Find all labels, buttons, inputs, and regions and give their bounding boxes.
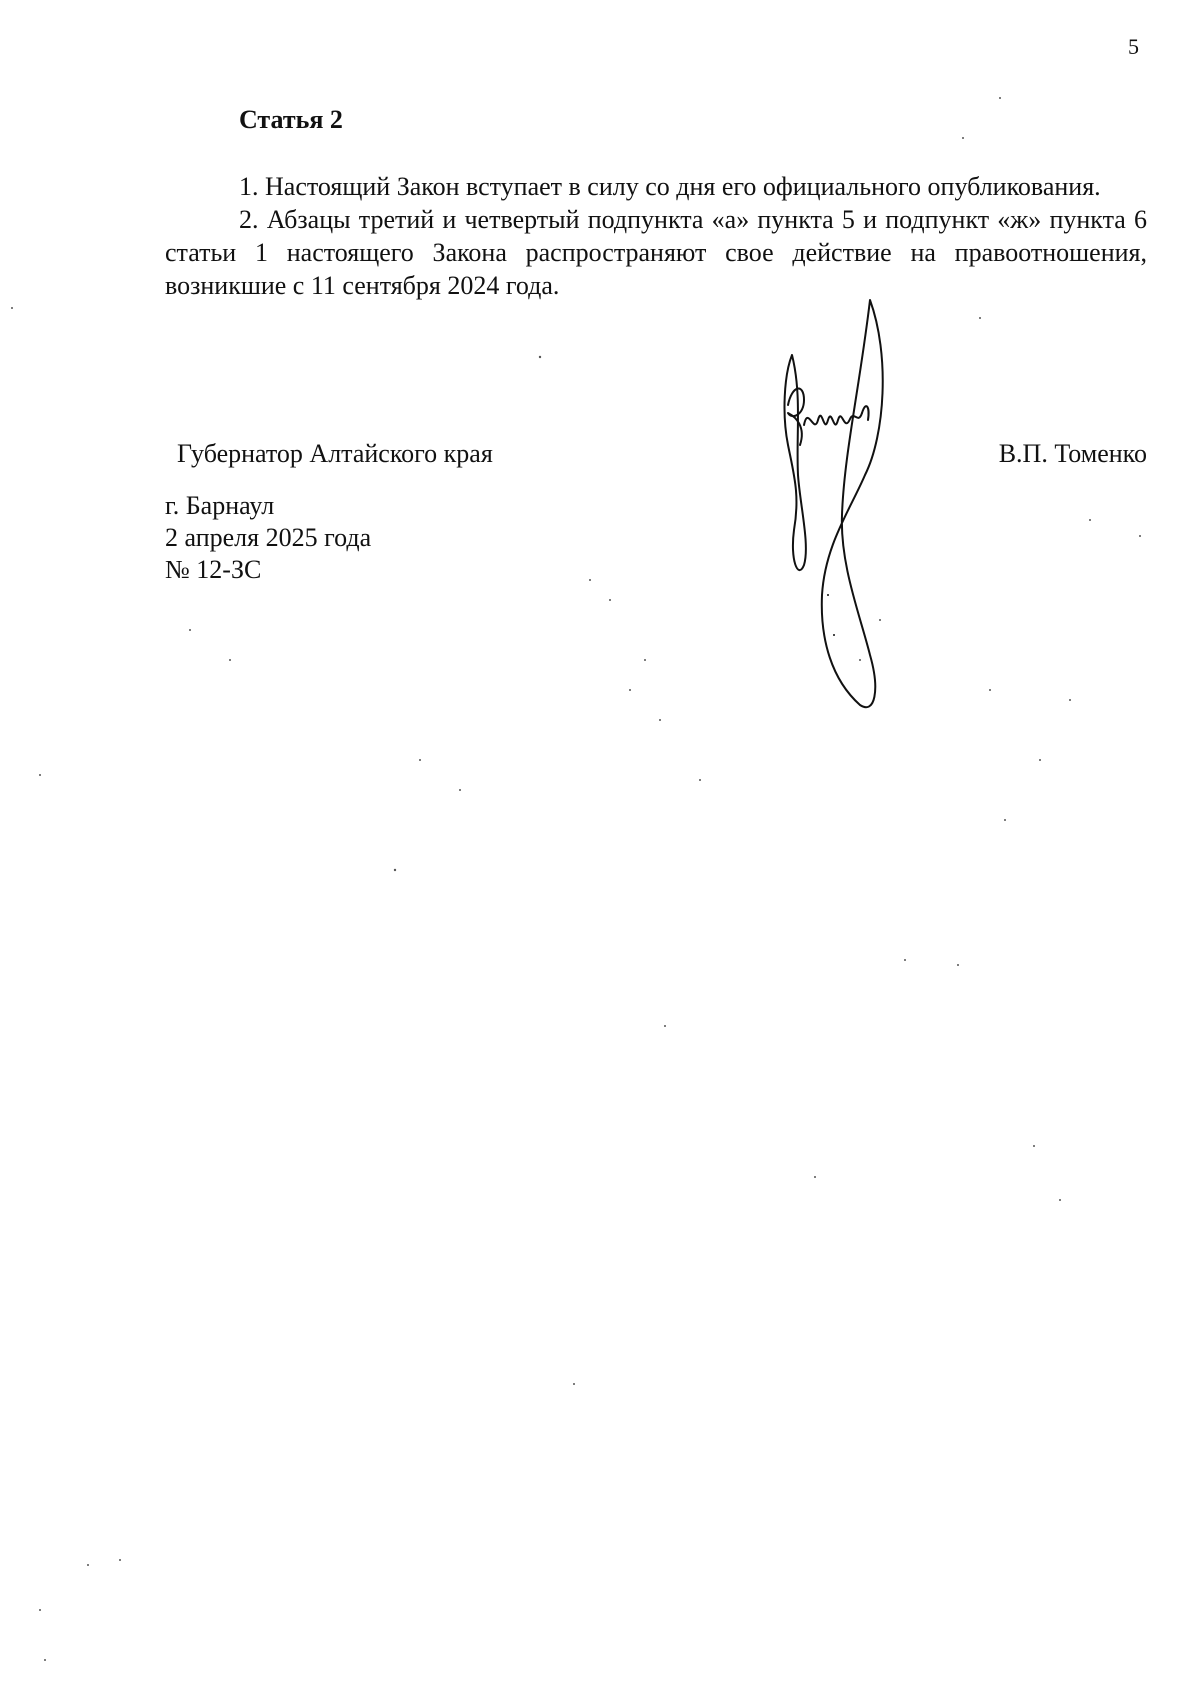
document-number: № 12-ЗС: [165, 555, 262, 584]
article-body: [165, 170, 1147, 302]
document-date: 2 апреля 2025 года: [165, 523, 372, 552]
signer-name: В.П. Томенко: [998, 439, 1147, 468]
page-number: 5: [1128, 34, 1139, 59]
article-paragraph-2: 2. Абзацы третий и четвертый подпункта «а» пункта 5 и подпункт «ж» пункта 6 статьи 1 настоящего Закона распространяют свое действие на правоотношения, возникшие с 11 сентября 2024 года.: [165, 205, 1147, 300]
article-paragraph-1: 1. Настоящий Закон вступает в силу со дня его официального опубликования.: [239, 172, 1101, 201]
article-title: Статья 2: [239, 105, 343, 134]
handwritten-signature-icon: [770, 295, 950, 715]
signature-row: [165, 438, 1147, 478]
document-city: г. Барнаул: [165, 491, 275, 520]
document-details: [165, 490, 371, 586]
signer-position: Губернатор Алтайского края: [177, 439, 493, 468]
